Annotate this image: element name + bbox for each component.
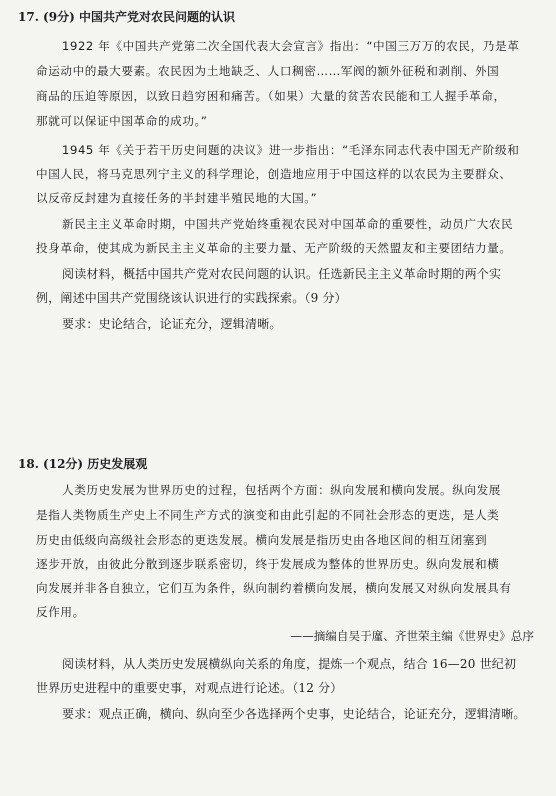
q17-prompt-line: 阅读材料，概括中国共产党对农民问题的认识。任选新民主主义革命时期的两个实 (62, 267, 502, 281)
q18-material-line: 反作用。 (36, 605, 85, 619)
q18-material-line: 人类历史发展为世界历史的过程，包括两个方面：纵向发展和横向发展。纵向发展 (62, 483, 501, 497)
q17-material-line: 投身革命，使其成为新民主主义革命的主要力量、无产阶级的天然盟友和主要团结力量。 (36, 241, 512, 255)
question-18-title: 18. (12分) 历史发展观 (18, 457, 148, 471)
q17-material-line: 新民主主义革命时期，中国共产党始终重视农民对中国革命的重要性，动员广大农民 (62, 217, 514, 231)
q17-requirement: 要求：史论结合，论证充分，逻辑清晰。 (62, 317, 282, 331)
q18-prompt-line: 阅读材料，从人类历史发展横纵向关系的角度，提炼一个观点，结合 16—20 世纪初 (62, 657, 517, 671)
q18-prompt-line: 世界历史进程中的重要史事，对观点进行论述。（12 分） (36, 681, 343, 695)
q18-material-line: 向发展并非各自独立，它们互为条件，纵向制约着横向发展，横向发展又对纵向发展具有 (36, 581, 512, 595)
q18-material-line: 是指人类物质生产史上不同生产方式的演变和由此引起的不同社会形态的更迭，是人类 (36, 508, 500, 522)
q18-source-citation: ——摘编自吴于廑、齐世荣主编《世界史》总序 (290, 629, 534, 643)
q17-material-line: 命运动中的最大要素。农民因为土地缺乏、人口稠密……军阀的额外征税和剥削、外国 (36, 64, 500, 78)
q18-material-line: 逐步开放，由彼此分散到逐步联系密切，终于发展成为整体的世界历史。纵向发展和横 (36, 557, 500, 571)
question-17-title: 17. (9分) 中国共产党对农民问题的认识 (18, 10, 235, 24)
q18-material-line: 历史由低级向高级社会形态的更迭发展。横向发展是指历史由各地区间的相互闭塞到 (36, 533, 488, 547)
q17-material-line: 中国人民，将马克思列宁主义的科学理论，创造地应用于中国这样的以农民为主要群众、 (36, 167, 512, 181)
q18-requirement: 要求：观点正确，横向、纵向至少各选择两个史事，史论结合，论证充分，逻辑清晰。 (62, 707, 526, 721)
q17-material-line: 商品的压迫等原因，以致日趋穷困和痛苦。（如果）大量的贫苦农民能和工人握手革命， (36, 89, 506, 103)
q17-material-line: 1945 年《关于若干历史问题的决议》进一步指出：“毛泽东同志代表中国无产阶级和 (62, 143, 520, 157)
q17-prompt-line: 例，阐述中国共产党围绕该认识进行的实践探索。（9 分） (36, 291, 347, 305)
q17-material-line: 那就可以保证中国革命的成功。” (36, 114, 208, 128)
q17-material-line: 1922 年《中国共产党第二次全国代表大会宣言》指出：“中国三万万的农民，乃是革 (62, 39, 520, 53)
q17-material-line: 以反帝反封建为直接任务的半封建半殖民地的大国。” (36, 191, 318, 205)
